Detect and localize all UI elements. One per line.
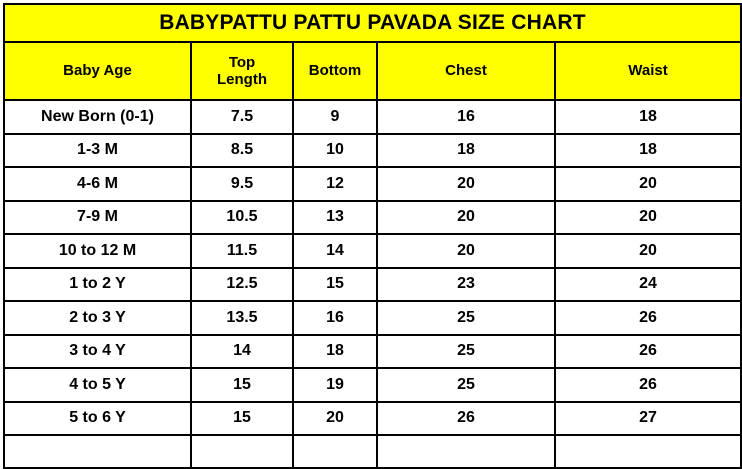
cell-top-length: 9.5 xyxy=(191,167,293,201)
cell-waist: 26 xyxy=(555,368,741,402)
cell-bottom: 20 xyxy=(293,402,377,436)
cell-age: 4-6 M xyxy=(4,167,191,201)
cell-waist: 20 xyxy=(555,201,741,235)
cell-age: New Born (0-1) xyxy=(4,100,191,134)
cell-top-length: 7.5 xyxy=(191,100,293,134)
cell-waist: 20 xyxy=(555,167,741,201)
cell-age: 5 to 6 Y xyxy=(4,402,191,436)
table-row xyxy=(4,335,741,369)
column-header-waist: Waist xyxy=(555,42,741,100)
cell-age: 7-9 M xyxy=(4,201,191,235)
cell-top-length: 12.5 xyxy=(191,268,293,302)
column-header-top-length-line1: Top xyxy=(228,53,256,71)
cell-waist: 20 xyxy=(555,234,741,268)
cell-chest: 26 xyxy=(377,402,555,436)
size-chart-table xyxy=(3,3,742,469)
cell-bottom: 19 xyxy=(293,368,377,402)
cell-bottom: 10 xyxy=(293,134,377,168)
column-header-bottom: Bottom xyxy=(293,42,377,100)
cell-chest: 16 xyxy=(377,100,555,134)
cell-empty xyxy=(555,435,741,468)
cell-bottom: 14 xyxy=(293,234,377,268)
table-row-empty xyxy=(4,435,741,468)
cell-waist: 26 xyxy=(555,301,741,335)
column-header-baby-age: Baby Age xyxy=(4,42,191,100)
cell-bottom: 12 xyxy=(293,167,377,201)
cell-chest: 20 xyxy=(377,234,555,268)
cell-chest: 20 xyxy=(377,167,555,201)
cell-empty xyxy=(293,435,377,468)
cell-top-length: 11.5 xyxy=(191,234,293,268)
column-header-top-length-line2: Length xyxy=(217,71,267,88)
table-row xyxy=(4,201,741,235)
cell-age: 2 to 3 Y xyxy=(4,301,191,335)
cell-empty xyxy=(191,435,293,468)
cell-chest: 25 xyxy=(377,368,555,402)
table-row xyxy=(4,100,741,134)
cell-chest: 25 xyxy=(377,335,555,369)
cell-age: 4 to 5 Y xyxy=(4,368,191,402)
cell-waist: 27 xyxy=(555,402,741,436)
page-title: BABYPATTU PATTU PAVADA SIZE CHART xyxy=(4,4,741,42)
cell-age: 1 to 2 Y xyxy=(4,268,191,302)
cell-bottom: 15 xyxy=(293,268,377,302)
table-row xyxy=(4,167,741,201)
cell-chest: 20 xyxy=(377,201,555,235)
size-chart-document xyxy=(0,3,742,456)
cell-waist: 26 xyxy=(555,335,741,369)
cell-chest: 25 xyxy=(377,301,555,335)
cell-age: 10 to 12 M xyxy=(4,234,191,268)
cell-age: 1-3 M xyxy=(4,134,191,168)
cell-age: 3 to 4 Y xyxy=(4,335,191,369)
table-row xyxy=(4,301,741,335)
cell-chest: 18 xyxy=(377,134,555,168)
cell-waist: 18 xyxy=(555,100,741,134)
cell-waist: 24 xyxy=(555,268,741,302)
cell-top-length: 10.5 xyxy=(191,201,293,235)
title-row xyxy=(4,4,741,42)
cell-empty xyxy=(377,435,555,468)
column-header-chest: Chest xyxy=(377,42,555,100)
cell-waist: 18 xyxy=(555,134,741,168)
cell-empty xyxy=(4,435,191,468)
column-header-top-length xyxy=(191,42,293,100)
table-row xyxy=(4,368,741,402)
cell-bottom: 16 xyxy=(293,301,377,335)
cell-bottom: 18 xyxy=(293,335,377,369)
cell-bottom: 9 xyxy=(293,100,377,134)
cell-bottom: 13 xyxy=(293,201,377,235)
table-row xyxy=(4,134,741,168)
cell-top-length: 8.5 xyxy=(191,134,293,168)
table-row xyxy=(4,234,741,268)
table-row xyxy=(4,268,741,302)
header-row xyxy=(4,42,741,100)
table-row xyxy=(4,402,741,436)
cell-top-length: 13.5 xyxy=(191,301,293,335)
cell-chest: 23 xyxy=(377,268,555,302)
cell-top-length: 14 xyxy=(191,335,293,369)
cell-top-length: 15 xyxy=(191,402,293,436)
cell-top-length: 15 xyxy=(191,368,293,402)
